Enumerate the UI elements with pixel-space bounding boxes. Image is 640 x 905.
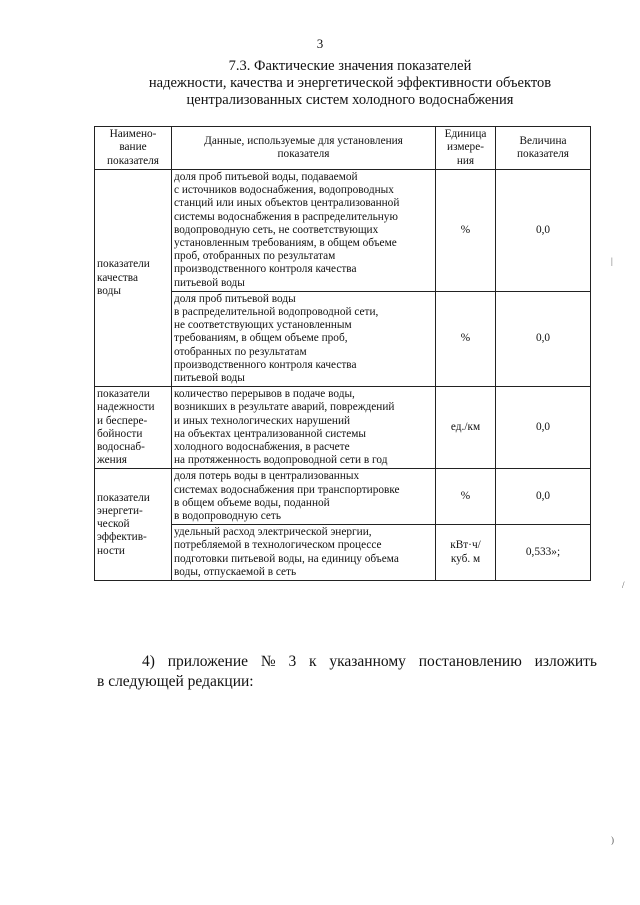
category-cell: показатели качества воды [95, 170, 172, 387]
value-cell: 0,0 [496, 387, 591, 469]
paragraph-line: в следующей редакции: [97, 673, 254, 690]
description-cell: доля проб питьевой воды, подаваемой с источников водоснабжения, водопроводных станций или иных объектов централизованной системы водоснабжения в распределительную водопроводную сеть, не соответствующих установленным требованиям, в общем объеме проб, отобранных по результатам производственного контроля качества питьевой воды [172, 170, 436, 292]
table-row [95, 387, 591, 469]
value-cell: 0,0 [496, 291, 591, 386]
header-data: Данные, используемые для установления показателя [172, 127, 436, 170]
header-unit: Единица измере- ния [436, 127, 496, 170]
page-number: 3 [316, 36, 324, 51]
unit-cell: ед./км [436, 387, 496, 469]
header-name: Наимено- вание показателя [95, 127, 172, 170]
title-line: надежности, качества и энергетической эффективности объектов [148, 75, 552, 91]
word: № [260, 653, 276, 670]
value-cell: 0,0 [496, 170, 591, 292]
unit-cell: % [436, 469, 496, 525]
header-value: Величина показателя [496, 127, 591, 170]
table-row [95, 469, 591, 525]
word: к [309, 653, 317, 670]
scan-speck: | [611, 256, 613, 266]
title-line: 7.3. Фактические значения показателей [228, 58, 472, 74]
word: 3 [288, 653, 297, 670]
table-header-row [95, 127, 591, 170]
amendment-paragraph [97, 652, 597, 692]
description-cell: доля потерь воды в централизованных системах водоснабжения при транспортировке в общем объеме воды, поданной в водопроводную сеть [172, 469, 436, 525]
category-cell: показатели надежности и беспере- бойности водоснаб- жения [95, 387, 172, 469]
word: 4) [142, 653, 155, 670]
scan-speck: / [622, 580, 625, 590]
indicators-table [94, 126, 591, 581]
word: постановлению [418, 653, 522, 670]
word: изложить [534, 653, 597, 670]
scan-speck: ) [611, 835, 614, 845]
description-cell: доля проб питьевой воды в распределительной водопроводной сети, не соответствующих установленным требованиям, в общем объеме проб, отобранных по результатам производственного контроля качества питьевой воды [172, 291, 436, 386]
category-cell: показатели энергети- ческой эффектив- ности [95, 469, 172, 581]
word: приложение [167, 653, 249, 670]
word: указанному [329, 653, 406, 670]
unit-cell: % [436, 170, 496, 292]
section-title [100, 58, 600, 109]
description-cell: удельный расход электрической энергии, потребляемой в технологическом процессе подготовки питьевой воды, на единицу объема воды, отпускаемой в сеть [172, 525, 436, 581]
title-line: централизованных систем холодного водоснабжения [186, 92, 514, 108]
value-cell: 0,0 [496, 469, 591, 525]
unit-cell: кВт·ч/ куб. м [436, 525, 496, 581]
paragraph-line [97, 652, 597, 672]
unit-cell: % [436, 291, 496, 386]
table-row [95, 170, 591, 292]
value-cell: 0,533»; [496, 525, 591, 581]
description-cell: количество перерывов в подаче воды, возникших в результате аварий, повреждений и иных технологических нарушений на объектах централизованной системы холодного водоснабжения, в расчете на протяженность водопроводной сети в год [172, 387, 436, 469]
